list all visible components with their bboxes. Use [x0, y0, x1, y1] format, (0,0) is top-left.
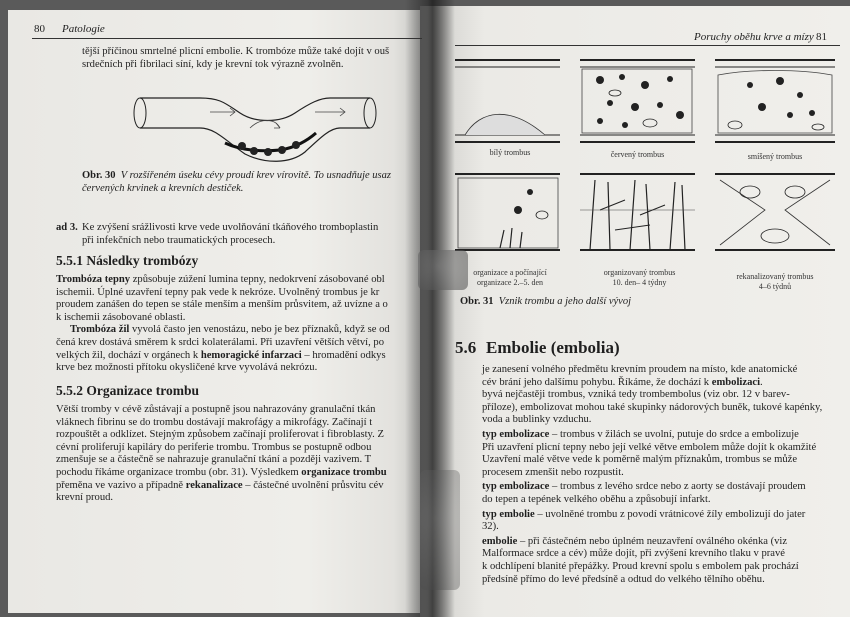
body-line: – uvolněné trombu z povodí vrátnicové žíly embolizují do jater: [534, 508, 806, 520]
body-line: cévní proliferují kapiláry do periferie trombu. Trombus se postupně odbou: [56, 441, 372, 453]
left-page-number: 80: [34, 23, 45, 35]
intro-line: srdečních při fibrilaci síní, kdy je krevní tok výrazně zvolněn.: [82, 58, 344, 70]
caption-line: červených krvinek a krevních destiček.: [82, 182, 244, 194]
body-line: vláknech fibrinu se do trombu dostávají makrofágy a mikrofágy. Začínají t: [56, 416, 373, 428]
panel-white-thrombus: [455, 60, 560, 142]
term-trombosa-zil: Trombóza žil: [70, 324, 130, 336]
body-line: – trombus v žilách se uvolní, putuje do srdce a embolizuje: [549, 428, 799, 440]
body-line: Uzavření malé větve vede k poměrně malým příznakům, trombus se může: [482, 454, 798, 466]
label-line: 10. den– 4 týdny: [612, 277, 667, 287]
body-line: – trombus z levého srdce nebo z aorty se dostávají proudem: [549, 481, 806, 493]
body-line: předsíně přímo do levé předsíně a odtud do velkého tělního oběhu.: [482, 573, 765, 585]
body-line: přeměna ve vazivo a případně: [56, 479, 186, 491]
term-hemoragicke-infarzace: hemoragické infarzaci: [200, 349, 302, 361]
panel-early-organization: [455, 174, 560, 250]
body-line: zmenšuje se a částečně se nahrazuje granulační tkání a později vazivem. T: [56, 454, 372, 466]
body-line: rozpouštět a odklízet. Stejným způsobem začínají proliferovat i fibroblasty. Z: [56, 429, 384, 441]
label-line: organizace a počínající: [473, 268, 547, 277]
body-line: Při uzavření plicní tepny nebo její velké větve embolem může dojít k okamžité: [482, 441, 817, 453]
body-line: Malformace srdce a cév) může dojít, při zvýšení krevního tlaku v pravé: [482, 548, 785, 560]
label-organized-thrombus: [582, 268, 697, 287]
body-line: procesem zmenšit nebo rozpustit.: [482, 466, 624, 478]
term-venous-type: typ embolizace: [482, 428, 550, 440]
body-line: krevní proud.: [56, 492, 114, 504]
body-line: je zanesení volného předmětu krevním proudem na místo, kde anatomické: [482, 364, 798, 375]
term-arterial-type: typ embolizace: [482, 481, 550, 493]
body-line: 32).: [482, 521, 499, 533]
label-line: rekanalizovaný trombus: [736, 272, 814, 281]
ad3-line: při infekčních nebo traumatických procesech.: [82, 234, 276, 246]
term-rekanalizace: rekanalizace: [185, 479, 243, 491]
section-5-6-title: Embolie (embolia): [486, 338, 620, 357]
intro-line: tější příčinou smrtelné plicní embolie. K trombóze může také dojít v ouš: [82, 46, 390, 57]
thumb-shadow: [420, 470, 460, 590]
left-running-head: Patologie: [62, 23, 105, 35]
section-5-5-1-body: [56, 274, 424, 375]
left-intro: [82, 46, 424, 71]
thumb-shadow: [418, 250, 468, 290]
right-page-number: 81: [816, 31, 827, 43]
panel-organized-thrombus: [580, 174, 695, 250]
section-5-5-1-title: 5.5.1 Následky trombózy: [56, 253, 199, 268]
panel-recanalized-thrombus: [715, 174, 835, 250]
label-line: 4–6 týdnů: [758, 281, 792, 291]
caption-line: V rozšířeném úseku cévy proudí krev vírovitě. To usnadňuje usaz: [120, 170, 391, 181]
body-line: proudem zanášen do tepen se stále menším a menším průsvitem, až uvízne a o: [56, 299, 388, 311]
section-5-5-2-body: [56, 404, 424, 505]
figure-30-vessel-drawing: [130, 88, 380, 166]
figure-31-bottom-row: [450, 170, 840, 265]
term-organizace-trombu: organizace trombu: [301, 466, 387, 478]
term-trombosa-tepny: Trombóza tepny: [56, 274, 131, 285]
body-line: pochodu říkáme organizace trombu (obr. 31). Výsledkem: [56, 466, 302, 478]
right-header-rule: [455, 45, 840, 46]
label-red-thrombus: červený trombus: [610, 150, 665, 159]
body-line: cév brání jeho dalšímu pohybu. Říkáme, že dochází k: [482, 376, 712, 388]
body-line: – částečné uvolnění průsvitu cév: [242, 479, 384, 491]
label-line: organizace 2.–5. den: [476, 277, 544, 287]
body-line: krve bez možnosti přítoku okysličené krve vyvolává nekrózu.: [56, 362, 318, 374]
left-header-rule: [32, 38, 422, 39]
caption-text: Vznik trombu a jeho další vývoj: [498, 296, 632, 307]
term-embolizace: embolizaci: [711, 376, 761, 388]
body-line: voda a bublinky vzduchu.: [482, 414, 592, 426]
label-white-thrombus: bílý trombus: [489, 148, 531, 157]
body-line: velkých žil, dochází v orgánech k: [56, 349, 201, 361]
label-mixed-thrombus: smíšený trombus: [747, 152, 803, 161]
label-recanalized-thrombus: [715, 272, 835, 291]
figure-30-caption: [82, 170, 422, 195]
body-line: do tepen a tepének velkého oběhu a způsobují infarkt.: [482, 493, 711, 505]
body-line: Větší tromby v cévě zůstávají a postupně jsou nahrazovány granulační tkán: [56, 404, 376, 415]
body-line: způsobuje zúžení lumina tepny, nedokrvení zásobované obl: [130, 274, 385, 285]
panel-mixed-thrombus: [715, 60, 835, 142]
body-line: k ischemii zásobované oblasti.: [56, 311, 186, 323]
term-paradox-embolie: embolie: [482, 535, 518, 547]
section-5-5-2-title: 5.5.2 Organizace trombu: [56, 383, 199, 398]
body-line: k odchlípení blanité přepážky. Proud krevní spolu s embolem pak prochází: [482, 560, 799, 572]
label-line: organizovaný trombus: [603, 268, 676, 277]
ad3-label: ad 3.: [56, 222, 78, 233]
body-line: – hromadění odkys: [301, 349, 386, 361]
term-portal-type: typ embolie: [482, 508, 535, 520]
body-line: byvá nejčastěji trombus, vzniká tedy trombembolus (viz obr. 12 v barev-: [482, 389, 790, 401]
body-line: ischemii. Úplné uzavření tepny pak vede k nekróze. Uvolněný trombus je kr: [56, 286, 380, 298]
body-line: vyvolá často jen venostázu, nebo je bez příznaků, když se od: [129, 324, 390, 336]
ad3-text: [82, 222, 424, 247]
panel-red-thrombus: [580, 60, 695, 142]
figure-31-caption: [460, 296, 631, 309]
body-line: příloze), embolizovat mohou také skupinky nádorových buněk, tukové kapénky,: [482, 401, 823, 413]
figure-30-label: Obr. 30: [82, 170, 116, 181]
figure-31-label: Obr. 31: [460, 296, 494, 307]
section-5-6-number: 5.6: [455, 338, 477, 357]
label-early-organization: [455, 268, 565, 287]
right-running-head: Poruchy oběhu krve a mízy: [694, 31, 814, 43]
body-line: čená krev dostává směrem k srdci kolaterálami. Při uzavření větších větví, po: [56, 336, 384, 348]
body-line: – při částečném nebo úplném neuzavření oválného okénka (viz: [517, 535, 788, 547]
ad3-line: Ke zvýšení srážlivosti krve vede uvolňování tkáňového tromboplastin: [82, 222, 379, 233]
embolie-body: je zanesení volného předmětu krevním proudem na místo, kde anatomické cév brání jeho dalšímu pohybu. Říkáme, že dochází k embolizaci. byvá nejčastěji trombus, vzniká tedy trombembolus (viz obr. 12 v barev- příloze), embolizovat mohou také skupinky nádorových buněk, tukové kapénky, voda a bublinky vzduchu. typ embolizace – trombus v žilách se uvolní, putuje do srdce a embolizuje Při uzavření plicní tepny nebo její velké větve embolem může dojít k okamžité Uzavření malé větve vede k poměrně malým příznakům, trombus se může procesem zmenšit nebo rozpustit. typ embolizace – trombus z levého srdce nebo z aorty se dostávají proudem do tepen a tepének velkého oběhu a způsobují infarkt. typ embolie – uvolněné trombu z povodí vrátnicové žíly embolizují do jater 32). embolie – při částečném nebo úplném neuzavření oválného okénka (viz Malformace srdce a cév) může dojít, při zvýšení krevního tlaku v pravé k odchlípení blanité přepážky. Proud krevní spolu s embolem pak prochází předsíně přímo do levé předsíně a odtud do velkého tělního oběhu.: [482, 364, 825, 586]
